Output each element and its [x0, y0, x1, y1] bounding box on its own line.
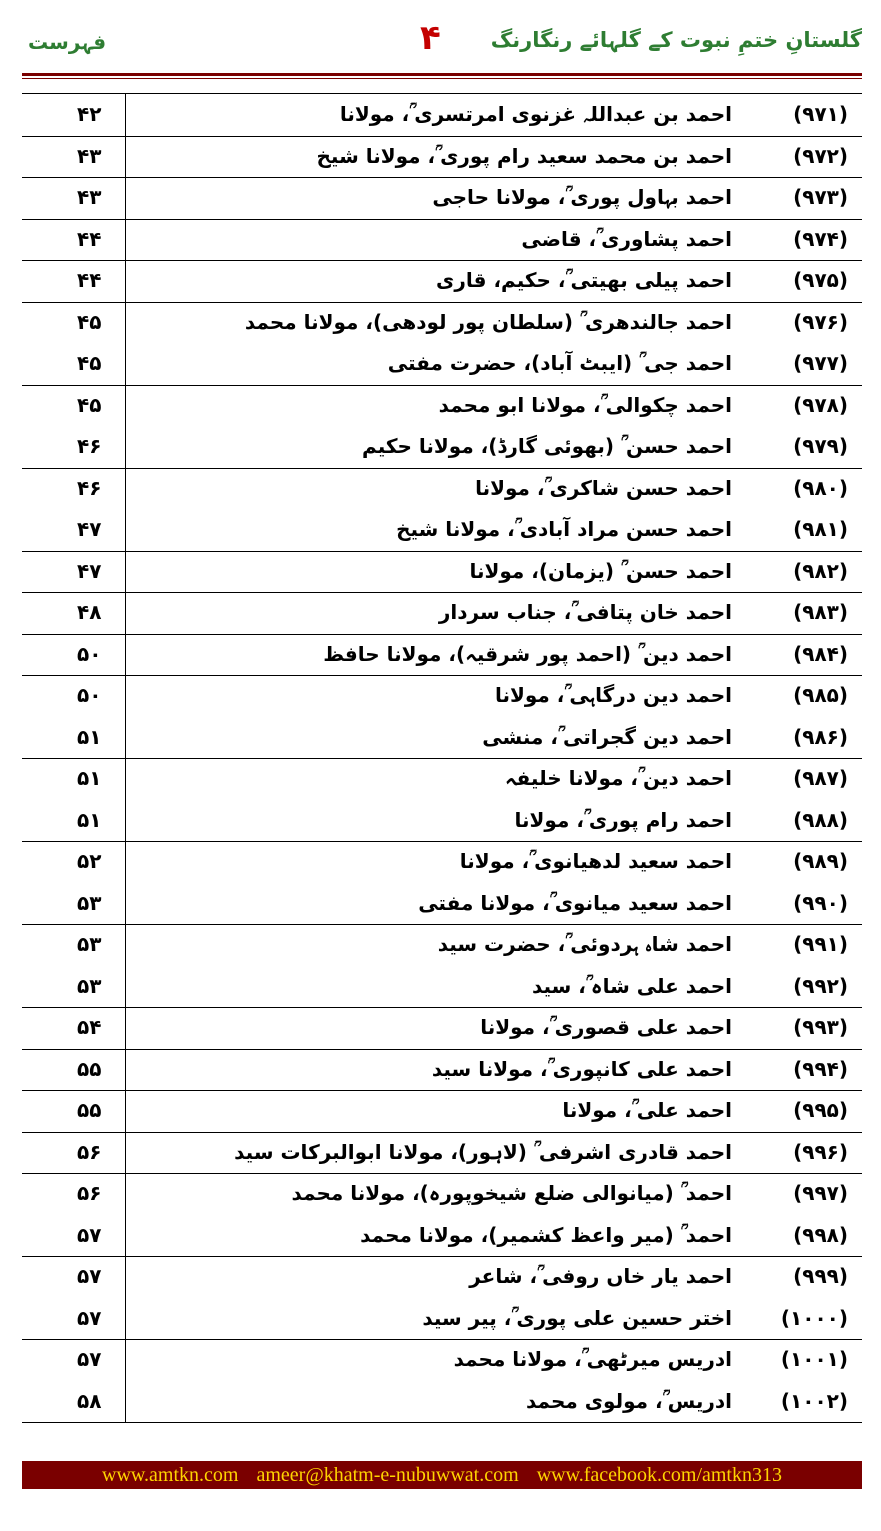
entry-page: ۴۴: [77, 226, 102, 251]
table-row-group: [22, 177, 862, 220]
entry-title: احمد بہاول پوری ؒ، مولانا حاجی: [432, 185, 732, 209]
entry-number: (۹۹۴): [793, 1056, 848, 1081]
table-row[interactable]: [22, 136, 862, 177]
entry-page: ۵۷: [77, 1264, 102, 1288]
entry-number: (۹۸۲): [793, 558, 848, 583]
entry-page: ۵۴: [77, 1015, 102, 1039]
entry-page: ۴۳: [77, 143, 102, 168]
table-row-group: [22, 1339, 862, 1422]
table-row[interactable]: [22, 841, 862, 882]
entry-title: احمد پیلی بھیتی ؒ، حکیم، قاری: [436, 268, 732, 292]
entry-number: (۹۸۰): [793, 475, 848, 500]
table-row-group: [22, 94, 862, 137]
entry-title: احمد دین درگاہی ؒ، مولانا: [494, 683, 732, 707]
table-row[interactable]: [22, 634, 862, 675]
entry-title: احمد دین ؒ، مولانا خلیفہ: [504, 766, 732, 790]
table-row[interactable]: [22, 1007, 862, 1048]
table-row-group: [22, 468, 862, 552]
entry-number: (۹۸۶): [793, 724, 848, 749]
table-row-group: [22, 592, 862, 635]
entry-title: احمد رام پوری ؒ، مولانا: [514, 807, 732, 832]
entry-page: ۴۶: [77, 434, 102, 458]
table-row-group: [22, 634, 862, 677]
table-row[interactable]: [22, 1090, 862, 1131]
entry-number: (۹۸۹): [793, 849, 848, 873]
table-row[interactable]: [22, 675, 862, 716]
entry-number: (۹۷۸): [793, 392, 848, 417]
entry-number: (۹۸۵): [793, 683, 848, 707]
entry-number: (۱۰۰۲): [780, 1388, 848, 1413]
table-row-group: [22, 551, 862, 594]
entry-title: احمد حسن ؒ (یزمان)، مولانا: [469, 558, 732, 583]
entry-page: ۵۷: [77, 1347, 102, 1371]
table-row[interactable]: [22, 883, 862, 924]
table-row[interactable]: [22, 343, 862, 384]
table-row[interactable]: [22, 1381, 862, 1422]
entry-number: (۹۷۳): [793, 185, 848, 209]
table-row[interactable]: [22, 385, 862, 426]
entry-page: ۴۲: [77, 102, 102, 126]
entry-title: احمد چکوالی ؒ، مولانا ابو محمد: [438, 392, 732, 417]
entry-number: (۹۹۶): [793, 1139, 848, 1164]
entry-number: (۹۸۸): [793, 807, 848, 832]
entry-page: ۴۸: [77, 600, 102, 624]
page-number: ۴: [420, 18, 441, 58]
entry-number: (۱۰۰۰): [780, 1305, 848, 1330]
header-rule-thin: [22, 78, 862, 79]
table-row-group: [22, 302, 862, 386]
entry-page: ۴۷: [77, 558, 102, 583]
entry-title: ادریس ؒ، مولوی محمد: [526, 1388, 732, 1413]
entry-page: ۵۰: [77, 641, 102, 666]
entry-number: (۹۷۲): [793, 143, 848, 168]
entry-page: ۵۲: [77, 849, 102, 873]
entry-title: ادریس میرٹھی ؒ، مولانا محمد: [453, 1347, 732, 1371]
entry-title: احمد علی کانپوری ؒ، مولانا سید: [431, 1056, 732, 1081]
footer-email-link[interactable]: ameer@khatm-e-nubuwwat.com: [256, 1463, 519, 1486]
table-row[interactable]: [22, 1215, 862, 1256]
table-row[interactable]: [22, 177, 862, 218]
entry-number: (۹۷۴): [793, 226, 848, 251]
entry-title: احمد دین ؒ (احمد پور شرقیہ)، مولانا حافظ: [323, 641, 732, 666]
entry-page: ۵۱: [77, 766, 102, 790]
entry-page: ۵۰: [77, 683, 102, 707]
entry-page: ۵۱: [77, 807, 102, 832]
footer-facebook-link[interactable]: www.facebook.com/amtkn313: [536, 1463, 782, 1486]
entry-number: (۹۷۵): [793, 268, 848, 292]
entry-title: احمد شاہ ہردوئی ؒ، حضرت سید: [437, 932, 732, 956]
entry-title: احمد قادری اشرفی ؒ (لاہور)، مولانا ابوالبرکات سید: [234, 1139, 732, 1164]
table-row[interactable]: [22, 1339, 862, 1380]
table-row[interactable]: [22, 758, 862, 799]
entry-title: احمد یار خاں روفی ؒ، شاعر: [469, 1264, 732, 1288]
entry-page: ۵۳: [77, 932, 102, 956]
entry-title: احمد علی قصوری ؒ، مولانا: [480, 1015, 732, 1039]
table-row[interactable]: [22, 717, 862, 758]
entry-page: ۵۳: [77, 890, 102, 915]
table-row-group: [22, 385, 862, 469]
entry-number: (۹۷۹): [793, 434, 848, 458]
entry-title: اختر حسین علی پوری ؒ، پیر سید: [422, 1305, 732, 1330]
table-row-group: [22, 1049, 862, 1092]
table-row-group: [22, 675, 862, 759]
table-row[interactable]: [22, 924, 862, 965]
table-row-group: [22, 1007, 862, 1050]
entry-title: احمد ؒ (میانوالی ضلع شیخوپورہ)، مولانا محمد: [291, 1181, 732, 1205]
entry-number: (۹۹۳): [793, 1015, 848, 1039]
entry-title: احمد پشاوری ؒ، قاضی: [521, 226, 732, 251]
entry-page: ۵۸: [77, 1388, 102, 1413]
table-row[interactable]: [22, 468, 862, 509]
entry-title: احمد جالندھری ؒ (سلطان پور لودھی)، مولانا محمد: [244, 309, 732, 334]
table-row-group: [22, 260, 862, 303]
header-rule: [22, 73, 862, 76]
entry-page: ۵۵: [77, 1098, 102, 1122]
book-title: گلستانِ ختمِ نبوت کے گلہائے رنگارنگ: [490, 28, 862, 52]
footer-bar: [22, 1461, 862, 1489]
table-row-group: [22, 758, 862, 842]
table-row[interactable]: [22, 551, 862, 592]
entry-page: ۵۷: [77, 1305, 102, 1330]
entry-number: (۹۸۳): [793, 600, 848, 624]
entry-title: احمد حسن مراد آبادی ؒ، مولانا شیخ: [396, 517, 732, 541]
entry-title: احمد ؒ (میر واعظ کشمیر)، مولانا محمد: [360, 1222, 732, 1247]
entry-number: (۹۹۸): [793, 1222, 848, 1247]
entry-page: ۵۷: [77, 1222, 102, 1247]
entry-number: (۹۸۴): [793, 641, 848, 666]
entry-number: (۹۹۱): [793, 932, 848, 956]
table-row[interactable]: [22, 302, 862, 343]
table-row-group: [22, 841, 862, 925]
entry-page: ۵۶: [77, 1181, 102, 1205]
entry-page: ۴۷: [77, 517, 102, 541]
entry-number: (۹۸۱): [793, 517, 848, 541]
entry-title: احمد علی شاہ ؒ، سید: [531, 973, 732, 998]
entry-number: (۹۹۷): [793, 1181, 848, 1205]
table-row[interactable]: [22, 1256, 862, 1297]
entry-page: ۵۳: [77, 973, 102, 998]
entry-title: احمد حسن شاکری ؒ، مولانا: [475, 475, 732, 500]
entry-number: (۱۰۰۱): [780, 1347, 848, 1371]
table-row[interactable]: [22, 260, 862, 301]
table-row-group: [22, 136, 862, 179]
entry-page: ۴۵: [77, 392, 102, 417]
entry-number: (۹۸۷): [793, 766, 848, 790]
footer-website-link[interactable]: www.amtkn.com: [102, 1463, 239, 1486]
entry-page: ۴۴: [77, 268, 102, 292]
entry-title: احمد بن عبداللہ غزنوی امرتسری ؒ، مولانا: [339, 102, 732, 126]
table-row[interactable]: [22, 1132, 862, 1173]
entry-number: (۹۷۱): [793, 102, 848, 126]
entry-number: (۹۷۶): [793, 309, 848, 334]
entry-title: احمد خان پتافی ؒ، جناب سردار: [438, 600, 732, 624]
entry-title: احمد بن محمد سعید رام پوری ؒ، مولانا شیخ: [316, 143, 732, 168]
entry-title: احمد علی ؒ، مولانا: [562, 1098, 732, 1122]
table-row-group: [22, 1132, 862, 1175]
entry-page: ۴۳: [77, 185, 102, 209]
table-row[interactable]: [22, 966, 862, 1007]
entry-number: (۹۹۹): [793, 1264, 848, 1288]
section-label: فہرست: [28, 30, 107, 54]
page-header: [22, 18, 862, 68]
table-row-group: [22, 924, 862, 1008]
entry-page: ۵۵: [77, 1056, 102, 1081]
table-row[interactable]: [22, 426, 862, 467]
table-row[interactable]: [22, 509, 862, 550]
entry-title: احمد جی ؒ (ایبٹ آباد)، حضرت مفتی: [387, 351, 732, 375]
contents-table: [22, 93, 862, 1423]
table-row[interactable]: [22, 800, 862, 841]
table-row[interactable]: [22, 219, 862, 260]
entry-page: ۴۵: [77, 309, 102, 334]
entry-title: احمد حسن ؒ (بھوئی گارڈ)، مولانا حکیم: [362, 434, 732, 458]
entry-number: (۹۷۷): [793, 351, 848, 375]
entry-page: ۵۱: [77, 724, 102, 749]
table-row[interactable]: [22, 1298, 862, 1339]
table-row[interactable]: [22, 592, 862, 633]
entry-title: احمد سعید میانوی ؒ، مولانا مفتی: [418, 890, 732, 915]
entry-number: (۹۹۵): [793, 1098, 848, 1122]
table-row[interactable]: [22, 1049, 862, 1090]
entry-title: احمد دین گجراتی ؒ، منشی: [482, 724, 732, 749]
entry-page: ۴۵: [77, 351, 102, 375]
table-row-group: [22, 1256, 862, 1340]
entry-page: ۴۶: [77, 475, 102, 500]
table-row-group: [22, 219, 862, 262]
table-row-group: [22, 1173, 862, 1257]
entry-number: (۹۹۰): [793, 890, 848, 915]
table-row[interactable]: [22, 94, 862, 135]
entry-number: (۹۹۲): [793, 973, 848, 998]
entry-title: احمد سعید لدھیانوی ؒ، مولانا: [459, 849, 732, 873]
table-row-group: [22, 1090, 862, 1133]
entry-page: ۵۶: [77, 1139, 102, 1164]
table-row[interactable]: [22, 1173, 862, 1214]
